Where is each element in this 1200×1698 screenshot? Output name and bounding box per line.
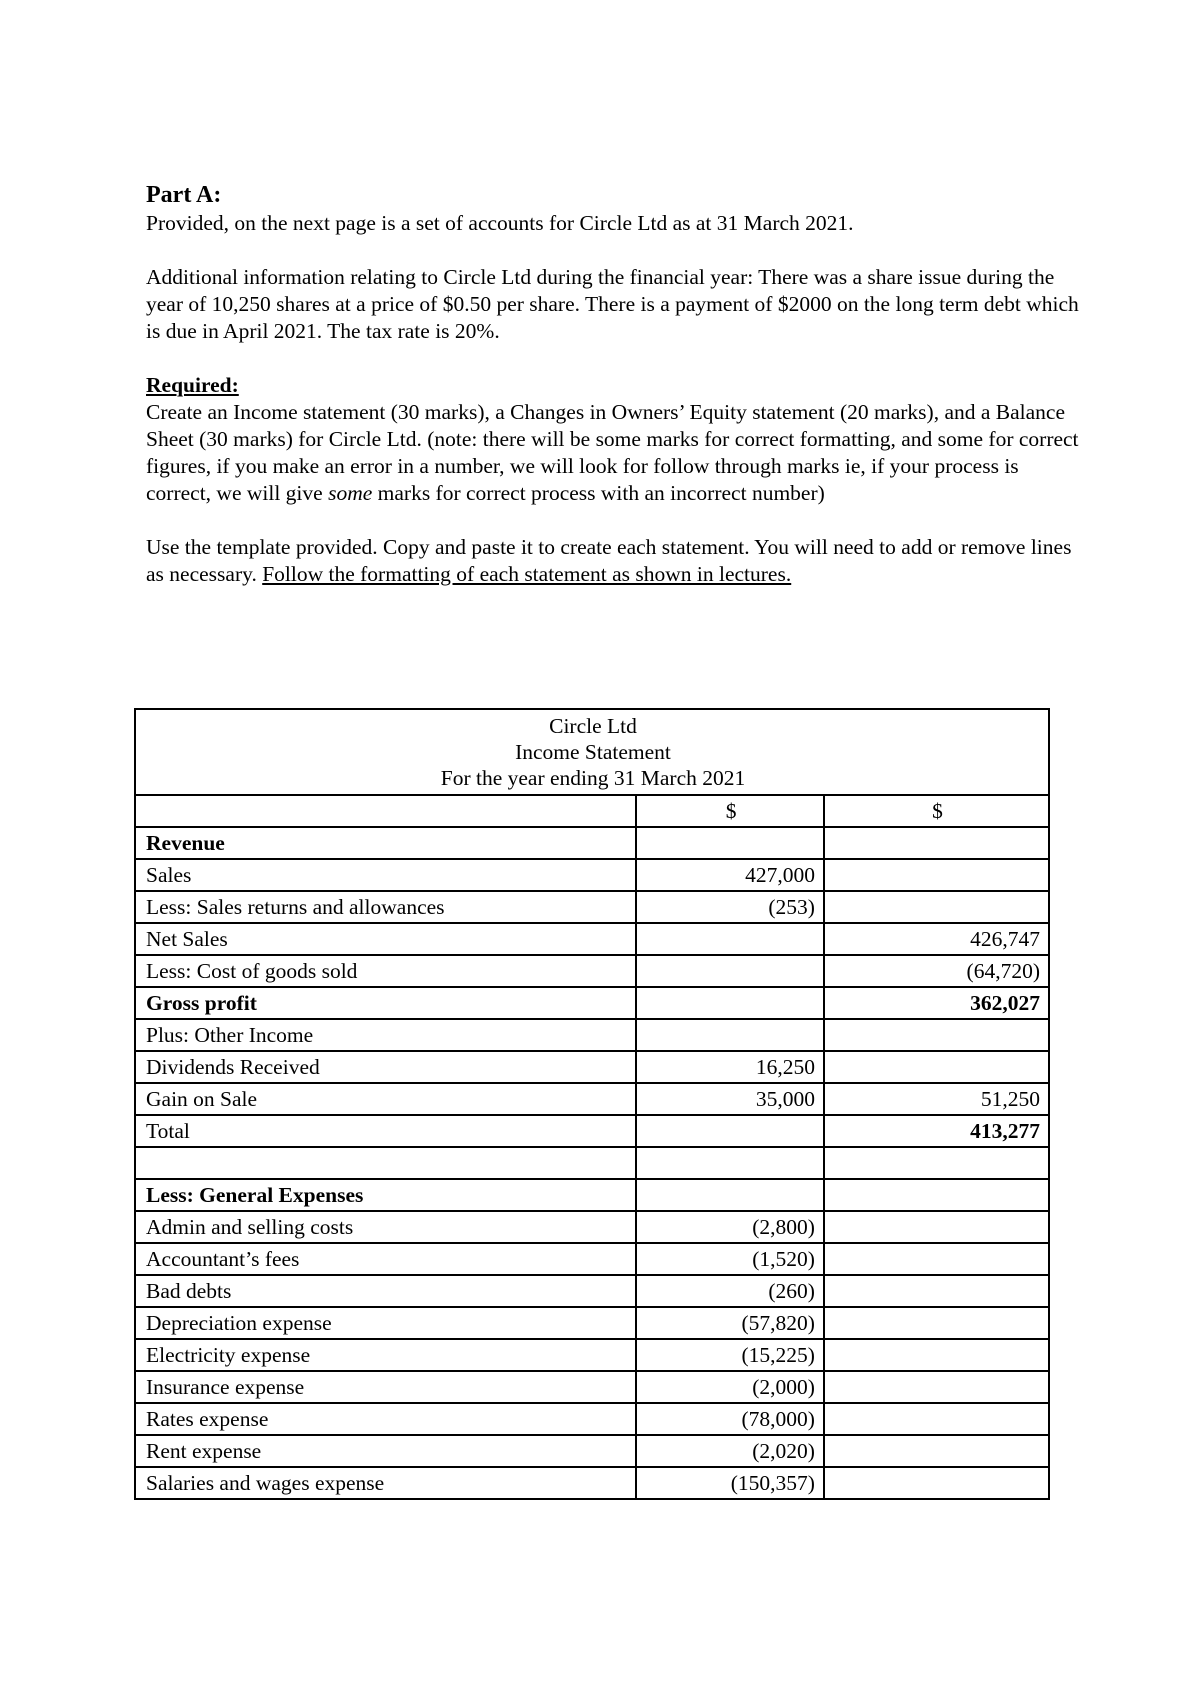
statement-title: Income Statement (515, 740, 671, 764)
table-row (135, 955, 1049, 987)
row-label: Dividends Received (135, 1051, 636, 1083)
part-heading: Part A: (146, 182, 222, 208)
table-row (135, 859, 1049, 891)
row-amount-col3 (824, 1147, 1049, 1179)
statement-period: For the year ending 31 March 2021 (440, 766, 746, 790)
row-label: Total (135, 1115, 636, 1147)
table-row (135, 1403, 1049, 1435)
income-statement-table (134, 708, 1050, 1500)
row-label: Salaries and wages expense (135, 1467, 636, 1499)
row-amount-col2: (260) (636, 1275, 824, 1307)
row-amount-col3: 51,250 (824, 1083, 1049, 1115)
instructions (146, 180, 1086, 588)
row-amount-col3 (824, 1371, 1049, 1403)
table-row (135, 1019, 1049, 1051)
currency-row (135, 795, 1049, 827)
required-text-start: Create an Income statement (30 marks), a Changes in Owners’ Equity statement (20 marks), and a Balance Sheet (30 marks) for Circle Ltd. (note: there will be some marks for correct formatting, and some for correct figures, if you make an error in a number, we will look for follow through marks ie, if your process is correct, we will give (146, 400, 1079, 505)
row-label: Net Sales (135, 923, 636, 955)
row-amount-col3 (824, 1307, 1049, 1339)
template-note-text: Use the template provided. Copy and paste it to create each statement. You will need to add or remove lines as necessary. (146, 535, 1072, 586)
statement-header-row (135, 709, 1049, 795)
row-amount-col2: (150,357) (636, 1467, 824, 1499)
table-row (135, 1371, 1049, 1403)
row-amount-col3 (824, 1211, 1049, 1243)
row-amount-col2: 16,250 (636, 1051, 824, 1083)
row-amount-col2: (78,000) (636, 1403, 824, 1435)
table-row (135, 1211, 1049, 1243)
required-emphasis: some (328, 481, 373, 505)
table-row (135, 923, 1049, 955)
statement-header (135, 709, 1049, 795)
row-label: Gross profit (135, 987, 636, 1019)
row-label: Sales (135, 859, 636, 891)
currency-col2: $ (636, 795, 824, 827)
table-row (135, 891, 1049, 923)
row-amount-col3 (824, 891, 1049, 923)
row-amount-col3: (64,720) (824, 955, 1049, 987)
table-row (135, 1275, 1049, 1307)
row-amount-col2 (636, 955, 824, 987)
row-label: Rent expense (135, 1435, 636, 1467)
additional-info: Additional information relating to Circle Ltd during the financial year: There was a share issue during the year of 10,250 shares at a price of $0.50 per share. There is a payment of $2000 on the long term debt which is due in April 2021. The tax rate is 20%. (146, 265, 1079, 343)
template-note-underlined: Follow the formatting of each statement as shown in lectures. (262, 562, 792, 586)
row-label: Accountant’s fees (135, 1243, 636, 1275)
table-row (135, 1083, 1049, 1115)
row-label (135, 1147, 636, 1179)
row-amount-col2: 427,000 (636, 859, 824, 891)
row-amount-col2 (636, 1147, 824, 1179)
row-label: Depreciation expense (135, 1307, 636, 1339)
row-amount-col3 (824, 1435, 1049, 1467)
row-amount-col3: 426,747 (824, 923, 1049, 955)
row-amount-col3 (824, 827, 1049, 859)
company-name: Circle Ltd (549, 714, 637, 738)
currency-col3: $ (824, 795, 1049, 827)
row-label: Rates expense (135, 1403, 636, 1435)
row-amount-col3 (824, 1467, 1049, 1499)
row-label: Bad debts (135, 1275, 636, 1307)
required-text-end: marks for correct process with an incorrect number) (372, 481, 825, 505)
currency-label-cell (135, 795, 636, 827)
row-label: Insurance expense (135, 1371, 636, 1403)
row-amount-col2: (15,225) (636, 1339, 824, 1371)
row-amount-col2: (2,020) (636, 1435, 824, 1467)
table-row (135, 1339, 1049, 1371)
row-amount-col2: 35,000 (636, 1083, 824, 1115)
table-row (135, 1307, 1049, 1339)
intro-line: Provided, on the next page is a set of accounts for Circle Ltd as at 31 March 2021. (146, 211, 854, 235)
row-label: Plus: Other Income (135, 1019, 636, 1051)
row-amount-col3 (824, 1275, 1049, 1307)
row-label: Revenue (135, 827, 636, 859)
table-row (135, 1179, 1049, 1211)
table-row (135, 1243, 1049, 1275)
row-amount-col2 (636, 923, 824, 955)
row-amount-col2: (1,520) (636, 1243, 824, 1275)
row-label: Less: General Expenses (135, 1179, 636, 1211)
required-heading: Required: (146, 373, 239, 397)
row-label: Admin and selling costs (135, 1211, 636, 1243)
table-row (135, 1147, 1049, 1179)
row-label: Less: Cost of goods sold (135, 955, 636, 987)
row-amount-col3 (824, 1243, 1049, 1275)
row-amount-col3 (824, 1339, 1049, 1371)
row-amount-col3 (824, 1051, 1049, 1083)
row-amount-col3 (824, 1019, 1049, 1051)
row-amount-col2: (2,800) (636, 1211, 824, 1243)
row-label: Electricity expense (135, 1339, 636, 1371)
table-row (135, 827, 1049, 859)
row-label: Less: Sales returns and allowances (135, 891, 636, 923)
row-amount-col3: 362,027 (824, 987, 1049, 1019)
row-amount-col2 (636, 827, 824, 859)
table-row (135, 1051, 1049, 1083)
required-text (146, 399, 1086, 507)
row-amount-col2 (636, 1019, 824, 1051)
row-label: Gain on Sale (135, 1083, 636, 1115)
row-amount-col3 (824, 859, 1049, 891)
row-amount-col2: (57,820) (636, 1307, 824, 1339)
template-note (146, 534, 1086, 588)
row-amount-col2 (636, 1115, 824, 1147)
table-row (135, 987, 1049, 1019)
row-amount-col3 (824, 1179, 1049, 1211)
row-amount-col2 (636, 1179, 824, 1211)
table-row (135, 1115, 1049, 1147)
table-row (135, 1467, 1049, 1499)
row-amount-col3 (824, 1403, 1049, 1435)
row-amount-col2: (2,000) (636, 1371, 824, 1403)
row-amount-col3: 413,277 (824, 1115, 1049, 1147)
row-amount-col2 (636, 987, 824, 1019)
table-row (135, 1435, 1049, 1467)
row-amount-col2: (253) (636, 891, 824, 923)
